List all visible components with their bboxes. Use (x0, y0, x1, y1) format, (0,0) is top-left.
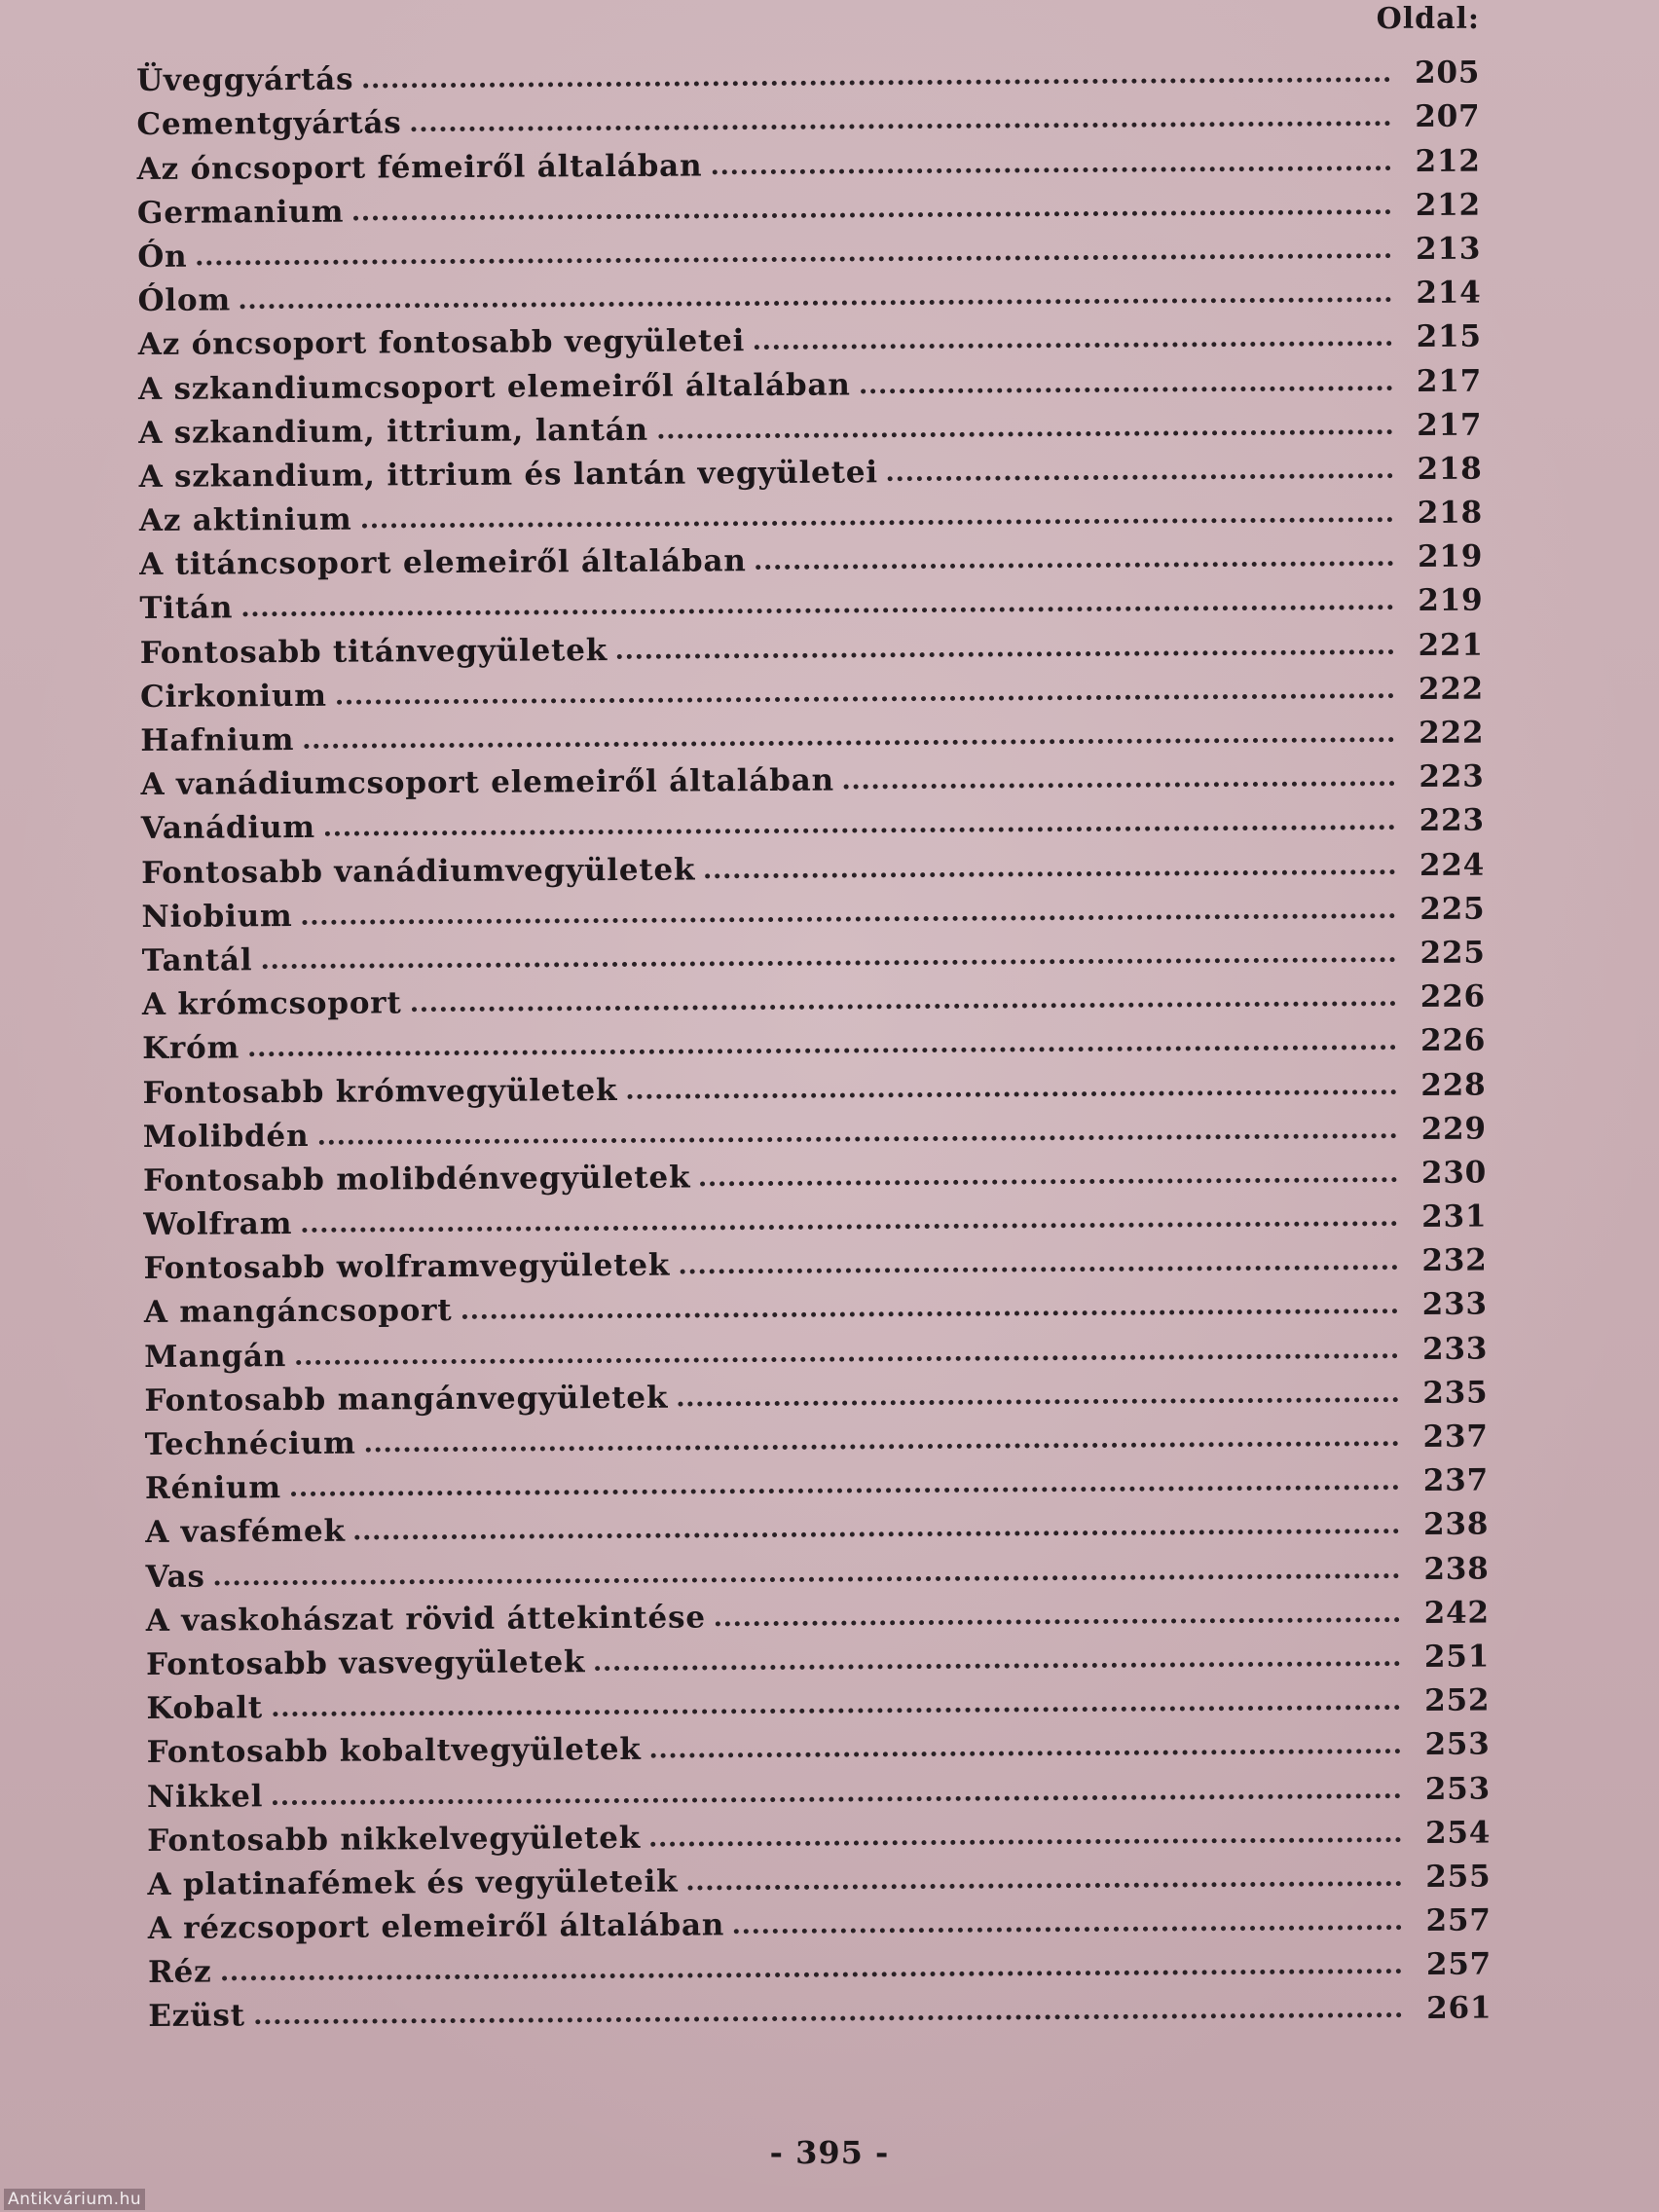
toc-entry-title: A mangáncsoport (143, 1293, 453, 1331)
toc-entry-page: 221 (1418, 627, 1484, 663)
toc-entry-title: Fontosabb vasvegyületek (145, 1644, 586, 1682)
toc-dot-leader (291, 1485, 1399, 1496)
toc-entry-title: Az óncsoport fontosabb vegyületei (137, 323, 746, 363)
toc-entry-page: 232 (1421, 1242, 1488, 1279)
toc-entry-page: 217 (1416, 363, 1483, 399)
toc-dot-leader (363, 77, 1390, 88)
toc-dot-leader (355, 1529, 1400, 1540)
table-of-contents (136, 47, 1492, 2035)
toc-entry-title: Fontosabb mangánvegyületek (144, 1380, 669, 1419)
toc-entry-page: 254 (1424, 1815, 1492, 1851)
toc-dot-leader (412, 1001, 1396, 1012)
toc-entry-page: 237 (1422, 1462, 1490, 1499)
toc-entry-title: Króm (142, 1030, 240, 1067)
toc-dot-leader (658, 429, 1392, 439)
toc-entry-title: Nikkel (146, 1778, 264, 1815)
toc-entry-title: A vanádiumcsoport elemeiről általában (140, 762, 834, 803)
toc-entry-title: Ón (137, 239, 188, 275)
toc-dot-leader (197, 253, 1391, 265)
toc-entry-title: A szkandiumcsoport elemeiről általában (137, 367, 851, 407)
toc-dot-leader (273, 1705, 1400, 1716)
toc-dot-leader (296, 1353, 1398, 1365)
toc-dot-leader (756, 561, 1394, 570)
toc-entry-page: 218 (1417, 495, 1484, 532)
toc-entry-page: 212 (1415, 143, 1481, 179)
toc-entry-title: Mangán (144, 1338, 287, 1375)
toc-dot-leader (222, 1969, 1403, 1980)
toc-entry-page: 212 (1415, 187, 1482, 223)
toc-dot-leader (318, 1133, 1396, 1145)
toc-entry-page: 214 (1416, 275, 1482, 312)
toc-entry-title: Az aktinium (138, 501, 352, 539)
toc-dot-leader (716, 1617, 1400, 1626)
toc-entry-page: 257 (1425, 1946, 1493, 1983)
toc-entry-page: 261 (1426, 1990, 1493, 2027)
toc-entry-title: Rénium (144, 1470, 282, 1507)
toc-entry-page: 237 (1422, 1419, 1489, 1455)
toc-entry-title: Fontosabb kobaltvegyületek (146, 1732, 642, 1771)
toc-entry-title: Kobalt (146, 1690, 264, 1727)
toc-dot-leader (844, 781, 1395, 789)
toc-entry-title: Vas (145, 1559, 205, 1595)
toc-entry-title: Technécium (144, 1425, 356, 1462)
toc-entry-page: 207 (1415, 98, 1481, 135)
toc-entry-title: A rézcsoport elemeiről általában (147, 1907, 725, 1947)
toc-entry-title: Fontosabb krómvegyületek (142, 1072, 618, 1111)
toc-entry-page: 251 (1423, 1639, 1491, 1675)
toc-entry-title: Ólom (137, 282, 232, 319)
toc-entry-title: Cementgyártás (136, 105, 402, 143)
toc-entry-title: A vasfémek (145, 1514, 346, 1551)
toc-entry-page: 255 (1425, 1859, 1492, 1895)
toc-entry-title: Ezüst (148, 1998, 245, 2035)
toc-entry-title: Vanádium (140, 810, 316, 847)
toc-entry-page: 233 (1421, 1286, 1488, 1323)
toc-entry-title: A szkandium, ittrium, lantán (138, 412, 649, 451)
toc-dot-leader (861, 386, 1392, 393)
toc-entry-page: 226 (1419, 978, 1487, 1015)
toc-entry-page: 235 (1422, 1375, 1489, 1411)
toc-entry-page: 230 (1420, 1155, 1488, 1191)
toc-entry-title: Fontosabb nikkelvegyületek (147, 1820, 642, 1859)
toc-dot-leader (255, 2013, 1402, 2025)
page-number: - 395 - (769, 2134, 890, 2171)
toc-entry (148, 1982, 1492, 2035)
toc-entry-title: Réz (147, 1954, 212, 1991)
toc-entry-page: 238 (1423, 1506, 1490, 1543)
toc-entry-title: Az óncsoport fémeiről általában (136, 148, 703, 187)
toc-entry-title: Wolfram (143, 1206, 293, 1243)
toc-entry-title: Fontosabb titánvegyületek (139, 632, 608, 671)
toc-entry-page: 224 (1419, 847, 1486, 883)
toc-dot-leader (273, 1793, 1401, 1805)
toc-entry-page: 252 (1424, 1682, 1491, 1719)
toc-entry-page: 229 (1420, 1111, 1487, 1147)
toc-entry-page: 223 (1419, 802, 1485, 839)
toc-entry-page: 219 (1417, 538, 1484, 575)
toc-dot-leader (687, 1881, 1401, 1890)
site-watermark: Antikvárium.hu (4, 2189, 145, 2210)
toc-entry-page: 231 (1421, 1198, 1488, 1235)
toc-entry-page: 226 (1419, 1022, 1487, 1059)
toc-entry-page: 218 (1417, 451, 1483, 487)
toc-dot-leader (617, 649, 1394, 659)
toc-entry-title: Fontosabb wolframvegyületek (143, 1247, 671, 1287)
toc-dot-leader (412, 122, 1391, 132)
toc-dot-leader (242, 606, 1393, 617)
toc-dot-leader (325, 825, 1395, 836)
toc-entry-page: 217 (1417, 407, 1483, 443)
toc-dot-leader (262, 957, 1395, 969)
toc-dot-leader (366, 1441, 1399, 1452)
toc-entry-title: Tantál (141, 942, 253, 978)
toc-dot-leader (353, 209, 1391, 221)
toc-entry-title: Fontosabb vanádiumvegyületek (141, 852, 696, 891)
toc-entry-page: 222 (1418, 671, 1485, 707)
toc-entry-page: 225 (1419, 935, 1486, 971)
toc-dot-leader (705, 869, 1395, 878)
toc-entry-title: Hafnium (140, 722, 295, 758)
toc-entry-title: Molibdén (142, 1118, 310, 1155)
toc-dot-leader (650, 1837, 1401, 1847)
toc-entry-page: 233 (1421, 1331, 1489, 1367)
toc-dot-leader (215, 1573, 1400, 1585)
toc-entry-page: 242 (1423, 1595, 1490, 1631)
toc-dot-leader (302, 1221, 1397, 1233)
toc-dot-leader (734, 1925, 1402, 1934)
toc-entry-page: 238 (1423, 1551, 1490, 1587)
toc-dot-leader (755, 341, 1392, 350)
toc-entry-page: 223 (1419, 758, 1485, 795)
toc-entry-page: 257 (1425, 1902, 1492, 1939)
toc-dot-leader (462, 1309, 1398, 1320)
toc-dot-leader (680, 1265, 1398, 1274)
toc-dot-leader (627, 1089, 1396, 1099)
toc-entry-title: A titáncsoport elemeiről általában (139, 543, 747, 583)
toc-entry-page: 228 (1420, 1067, 1487, 1103)
toc-entry-title: A vaskohászat rövid áttekintése (145, 1600, 706, 1639)
page-column-header: Oldal: (1376, 2, 1480, 36)
toc-entry-title: A szkandium, ittrium és lantán vegyületei (138, 455, 878, 495)
toc-entry-title: Titán (139, 590, 234, 627)
toc-entry-title: A krómcsoport (141, 985, 402, 1023)
toc-entry-title: Germanium (136, 194, 345, 231)
toc-dot-leader (595, 1661, 1400, 1671)
toc-entry-title: Niobium (141, 898, 293, 935)
toc-dot-leader (362, 517, 1393, 528)
toc-entry-page: 219 (1418, 582, 1484, 619)
toc-entry-page: 222 (1419, 715, 1485, 751)
toc-entry-title: Fontosabb molibdénvegyületek (142, 1160, 691, 1198)
toc-dot-leader (304, 737, 1394, 749)
toc-dot-leader (678, 1397, 1398, 1407)
toc-entry-title: Cirkonium (139, 678, 327, 715)
toc-entry-page: 253 (1424, 1771, 1492, 1807)
toc-entry-page: 215 (1416, 318, 1482, 355)
toc-dot-leader (240, 297, 1392, 309)
toc-dot-leader (303, 913, 1396, 925)
toc-dot-leader (712, 166, 1390, 174)
toc-entry-page: 225 (1419, 891, 1486, 927)
toc-entry-title: A platinafémek és vegyületeik (147, 1863, 679, 1902)
toc-entry-title: Üveggyártás (136, 61, 354, 99)
toc-dot-leader (337, 693, 1394, 705)
toc-entry-page: 205 (1414, 55, 1481, 92)
toc-dot-leader (651, 1749, 1401, 1758)
toc-dot-leader (888, 473, 1393, 481)
toc-entry-page: 253 (1424, 1726, 1491, 1763)
toc-dot-leader (700, 1177, 1397, 1186)
toc-dot-leader (249, 1045, 1396, 1056)
toc-entry-page: 213 (1416, 231, 1482, 267)
